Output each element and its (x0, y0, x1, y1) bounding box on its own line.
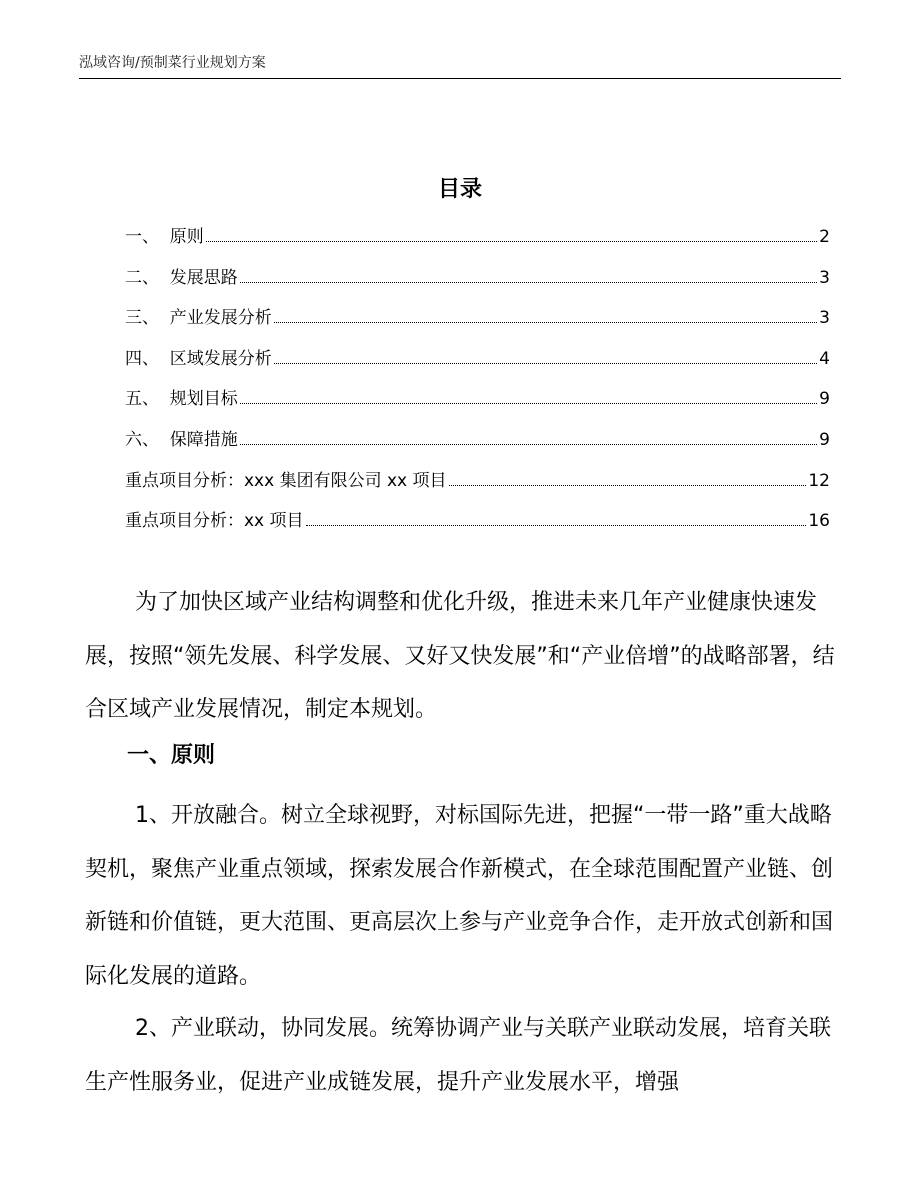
table-of-contents (125, 222, 830, 547)
principle-paragraph-2: 2、产业联动，协同发展。统筹协调产业与关联产业联动发展，培育关联生产性服务业，促进产业成链发展，提升产业发展水平，增强 (85, 1016, 831, 1095)
toc-dot-leader (206, 241, 817, 242)
toc-entry[interactable] (125, 384, 830, 425)
toc-entry-label: 一、 原则 (125, 227, 204, 247)
toc-entry[interactable] (125, 466, 830, 507)
toc-entry-page: 4 (819, 348, 830, 369)
toc-entry[interactable] (125, 425, 830, 466)
toc-dot-leader (274, 322, 817, 323)
toc-title: 目录 (437, 177, 482, 202)
section-heading: 一、原则 (127, 743, 216, 768)
toc-entry[interactable] (125, 303, 830, 344)
toc-entry-page: 2 (819, 227, 830, 247)
toc-entry-page: 12 (808, 470, 830, 491)
header-divider (79, 78, 841, 79)
toc-dot-leader (449, 485, 807, 486)
toc-entry-label: 重点项目分析：xx 项目 (125, 511, 304, 532)
toc-entry-label: 重点项目分析：xxx 集团有限公司 xx 项目 (125, 470, 447, 491)
toc-entry[interactable] (125, 344, 830, 385)
toc-entry[interactable] (125, 506, 830, 547)
toc-entry[interactable] (125, 263, 830, 304)
toc-entry-page: 16 (808, 511, 830, 532)
toc-entry-page: 9 (819, 389, 830, 410)
toc-entry-label: 五、 规划目标 (125, 389, 238, 410)
toc-dot-leader (240, 403, 817, 404)
toc-entry-page: 3 (819, 308, 830, 329)
toc-entry-label: 三、 产业发展分析 (125, 308, 272, 329)
toc-entry-page: 3 (819, 267, 830, 288)
page-header: 泓域咨询/预制菜行业规划方案 (79, 55, 266, 71)
intro-paragraph: 为了加快区域产业结构调整和优化升级，推进未来几年产业健康快速发展，按照“领先发展、科学发展、又好又快发展”和“产业倍增”的战略部署，结合区域产业发展情况，制定本规划。 (85, 590, 835, 723)
toc-entry-page: 9 (819, 429, 830, 450)
toc-entry[interactable] (125, 222, 830, 263)
toc-dot-leader (306, 525, 807, 526)
toc-dot-leader (240, 444, 817, 445)
principle-paragraph-1: 1、开放融合。树立全球视野，对标国际先进，把握“一带一路”重大战略契机，聚焦产业重点领域，探索发展合作新模式，在全球范围配置产业链、创新链和价值链，更大范围、更高层次上参与产业竞争合作，走开放式创新和国际化发展的道路。 (85, 803, 834, 990)
toc-dot-leader (240, 282, 817, 283)
toc-dot-leader (274, 363, 817, 364)
toc-entry-label: 二、 发展思路 (125, 267, 238, 288)
toc-entry-label: 六、 保障措施 (125, 429, 238, 450)
toc-entry-label: 四、 区域发展分析 (125, 348, 272, 369)
